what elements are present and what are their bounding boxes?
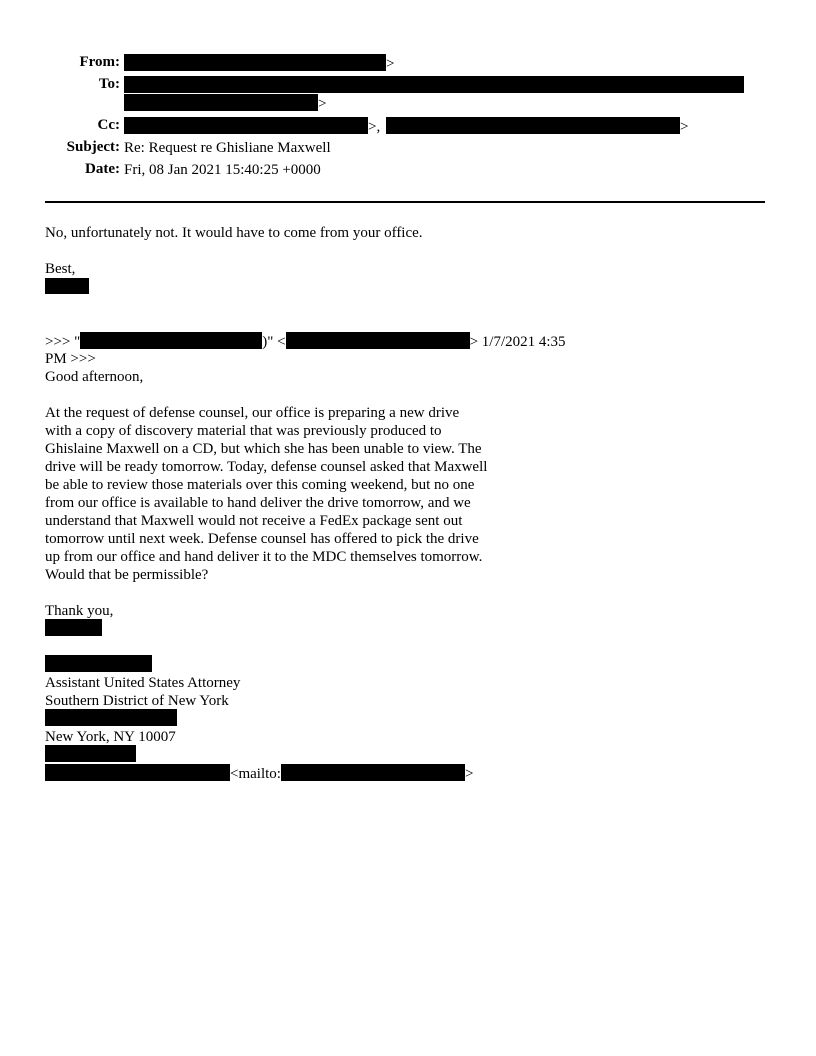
redaction-block <box>124 117 368 134</box>
subject-value: Re: Request re Ghisliane Maxwell <box>124 140 331 156</box>
date-label: Date: <box>85 161 120 177</box>
quoted-body-line: At the request of defense counsel, our office is preparing a new drive <box>45 405 460 421</box>
to-label: To: <box>98 76 120 92</box>
redaction-block <box>281 764 465 781</box>
quoted-header-line <box>45 332 566 351</box>
quoted-body-line: tomorrow until next week. Defense counsel has offered to pick the drive <box>45 531 479 547</box>
quoted-body-line: from our office is available to hand deliver the drive tomorrow, and we <box>45 495 471 511</box>
cc-label: Cc: <box>97 117 120 133</box>
redacted-signature <box>45 278 89 294</box>
reply-text: No, unfortunately not. It would have to come from your office. <box>45 225 423 241</box>
from-value <box>124 54 394 73</box>
quoted-body-line: be able to review those materials over this coming weekend, but no one <box>45 477 475 493</box>
quoted-mid: )" < <box>262 334 286 350</box>
redaction-block <box>286 332 470 349</box>
quoted-body-line: Would that be permissible? <box>45 567 209 583</box>
redaction-block <box>124 54 386 71</box>
quoted-body-line: drive will be ready tomorrow. Today, defense counsel asked that Maxwell <box>45 459 488 475</box>
mailto-suffix: > <box>464 766 474 782</box>
quoted-greeting: Good afternoon, <box>45 369 144 385</box>
signature-city: New York, NY 10007 <box>45 729 176 745</box>
redaction-block <box>80 332 262 349</box>
cc-value <box>124 117 688 136</box>
redacted-phone <box>45 745 136 762</box>
signature-district: Southern District of New York <box>45 693 229 709</box>
redaction-block <box>45 764 230 781</box>
quoted-body-line: with a copy of discovery material that was previously produced to <box>45 423 442 439</box>
header-divider <box>45 201 765 203</box>
from-label: From: <box>79 54 120 70</box>
redaction-block <box>124 76 636 93</box>
to-value-line2 <box>124 94 326 113</box>
redacted-address <box>45 709 177 726</box>
redaction-block <box>386 117 680 134</box>
signature-title: Assistant United States Attorney <box>45 675 241 691</box>
quoted-body-line: understand that Maxwell would not receive a FedEx package sent out <box>45 513 463 529</box>
to-gt: > <box>318 96 327 112</box>
redacted-signature <box>45 619 102 636</box>
mailto-prefix: <mailto: <box>230 766 281 782</box>
to-value-line1 <box>124 76 744 95</box>
reply-signoff: Best, <box>45 261 76 277</box>
redaction-block <box>636 76 744 93</box>
cc-gt: > <box>679 119 689 135</box>
quoted-body-line: up from our office and hand deliver it to the MDC themselves tomorrow. <box>45 549 483 565</box>
subject-label: Subject: <box>66 139 120 155</box>
redacted-name <box>45 655 152 672</box>
quoted-prefix: >>> " <box>45 334 81 350</box>
quoted-header-line2: PM >>> <box>45 351 96 367</box>
quoted-thanks: Thank you, <box>45 603 114 619</box>
from-gt: > <box>386 56 395 72</box>
cc-separator: >, <box>368 119 381 135</box>
quoted-suffix: > 1/7/2021 4:35 <box>469 334 566 350</box>
signature-email-line <box>45 764 473 783</box>
quoted-body-line: Ghislaine Maxwell on a CD, but which she has been unable to view. The <box>45 441 482 457</box>
date-value: Fri, 08 Jan 2021 15:40:25 +0000 <box>124 162 321 178</box>
redaction-block <box>124 94 318 111</box>
